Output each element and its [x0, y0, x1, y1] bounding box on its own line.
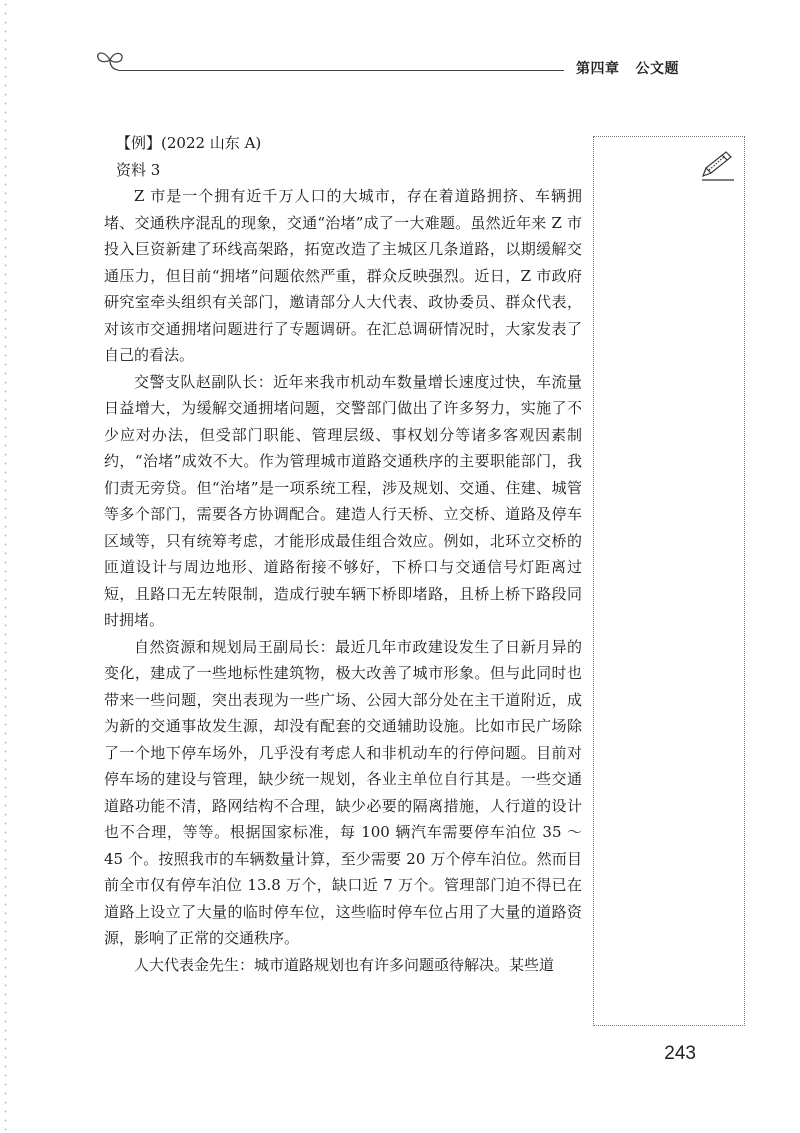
- paragraph-traffic-police: 交警支队赵副队长：近年来我市机动车数量增长速度过快，车流量日益增大，为缓解交通拥堵问题，交警部门做出了许多努力，实施了不少应对办法，但受部门职能、管理层级、事权划分等诸多客观因素制约，“治堵”成效不大。作为管理城市道路交通秩序的主要职能部门，我们责无旁贷。但“治堵”是一项系统工程，涉及规划、交通、住建、城管等多个部门，需要各方协调配合。建造人行天桥、立交桥、道路及停车区域等，只有统筹考虑，才能形成最佳组合效应。例如，北环立交桥的匝道设计与周边地形、道路衔接不够好，下桥口与交通信号灯距离过短，且路口无左转限制，造成行驶车辆下桥即堵路，且桥上桥下路段同时拥堵。: [104, 372, 582, 629]
- page-edge-dots: [4, 0, 7, 1133]
- page-number: 243: [664, 1043, 696, 1064]
- paragraph-planning-bureau: 自然资源和规划局王副局长：最近几年市政建设发生了日新月异的变化，建成了一些地标性建筑物，极大改善了城市形象。但与此同时也带来一些问题，突出表现为一些广场、公园大部分处在主干道附近，成为新的交通事故发生源，却没有配套的交通辅助设施。比如市民广场除了一个地下停车场外，几乎没有考虑人和非机动车的行停问题。目前对停车场的建设与管理，缺少统一规划，各业主单位自行其是。一些交通道路功能不清，路网结构不合理，缺少必要的隔离措施，人行道的设计也不合理，等等。根据国家标准，每 100 辆汽车需要停车泊位 35 ～ 45 个。按照我市的车辆数量计算，至少需要 20 万个停车泊位。然而目前全市仅有停车泊位 13.8 万个，缺口近 7 万个。管理部门迫不得已在道路上设立了大量的临时停车位，这些临时停车位占用了大量的道路资源，影响了正常的交通秩序。: [104, 637, 582, 947]
- notes-margin-box: [593, 136, 745, 1026]
- paragraph-npc-deputy: 人大代表金先生：城市道路规划也有许多问题亟待解决。某些道: [134, 955, 555, 974]
- main-text: [104, 130, 582, 978]
- pencil-icon: [700, 144, 736, 184]
- paragraph-intro: Z 市是一个拥有近千万人口的大城市，存在着道路拥挤、车辆拥堵、交通秩序混乱的现象，交通“治堵”成了一大难题。虽然近年来 Z 市投入巨资新建了环线高架路，拓宽改造了主城区几条道路，以期缓解交通压力，但目前“拥堵”问题依然严重，群众反映强烈。近日，Z 市政府研究室牵头组织有关部门，邀请部分人大代表、政协委员、群众代表，对该市交通拥堵问题进行了专题调研。在汇总调研情况时，大家发表了自己的看法。: [104, 187, 582, 364]
- chapter-label: 第四章: [576, 61, 620, 77]
- chapter-title: 公文题: [635, 61, 679, 77]
- header-rule: [118, 70, 564, 71]
- running-header: [576, 58, 679, 78]
- example-label: 【例】(2022 山东 A): [116, 134, 262, 152]
- material-label: 资料 3: [116, 160, 161, 179]
